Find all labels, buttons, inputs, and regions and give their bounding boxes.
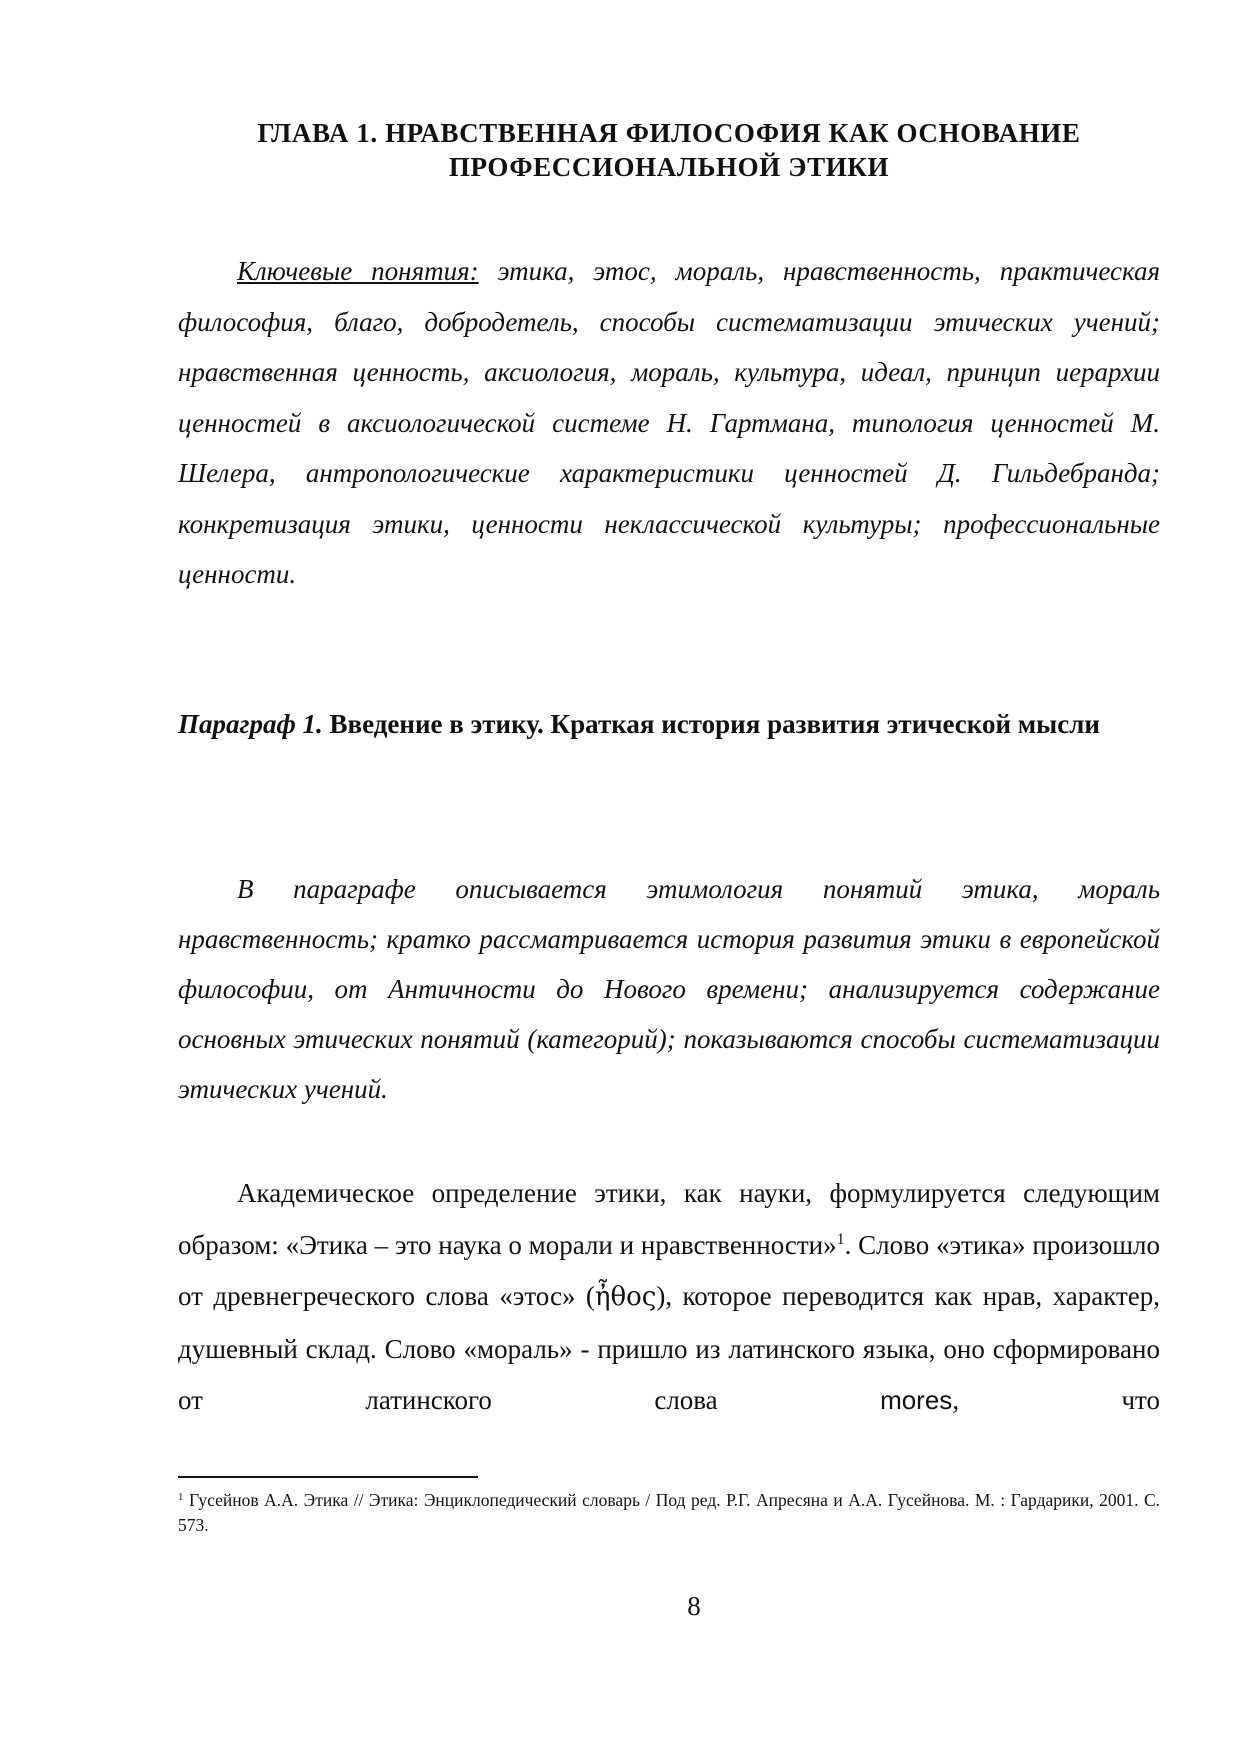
chapter-title-line-2: ПРОФЕССИОНАЛЬНОЙ ЭТИКИ [448,152,890,182]
body-paragraph [178,1168,1160,1427]
greek-word: ἦθος [594,1282,657,1312]
chapter-title [178,116,1160,184]
body-text-part-2: . Слово «этика» произошло от древнегреческого слова «этос» ( [178,1229,1161,1311]
body-text-part-1: Академическое определение этики, как науки, формулируется следующим образом: «Этика – это наука о морали и нравственности» [178,1178,1160,1260]
section-heading [178,704,1160,744]
keywords-label: Ключевые понятия: [237,256,479,286]
keywords-paragraph [178,246,1160,600]
body-text-part-3: ), которое переводится как нрав, характер, душевный склад. Слово «мораль» - пришло из латинского языка, оно сформировано от латинского слова [178,1281,1160,1415]
footnote [178,1488,1160,1538]
footnote-separator [178,1476,478,1478]
chapter-title-line-1: ГЛАВА 1. НРАВСТВЕННАЯ ФИЛОСОФИЯ КАК ОСНОВАНИЕ [257,118,1081,148]
keywords-list: этика, этос, мораль, нравственность, практическая философия, благо, добродетель, способы систематизации этических учений; нравственная ценность, аксиология, мораль, культура, идеал, принцип иерархии ценностей в аксиологической системе Н. Гартмана, типология ценностей М. Шелера, антропологические характеристики ценностей Д. Гильдебранда; конкретизация этики, ценности неклассической культуры; профессиональные ценности. [178,256,1160,589]
latin-word: mores [880,1385,953,1415]
section-heading-title: Введение в этику. Краткая история развития этической мысли [322,709,1100,739]
body-text-part-4: , что [952,1385,1160,1415]
footnote-number: 1 [178,1491,184,1503]
section-heading-label: Параграф 1. [178,709,323,739]
footnote-text: Гусейнов А.А. Этика // Этика: Энциклопедический словарь / Под ред. Р.Г. Апресяна и А.А. Гусейнова. М. : Гардарики, 2001. С. 573. [178,1490,1160,1535]
footnote-reference: 1 [836,1230,845,1248]
page-number: 8 [687,1591,701,1621]
section-abstract: В параграфе описывается этимология понятий этика, мораль нравственность; кратко рассматривается история развития этики в европейской философии, от Античности до Нового времени; анализируется содержание основных этических понятий (категорий); показываются способы систематизации этических учений. [178,874,1160,1104]
